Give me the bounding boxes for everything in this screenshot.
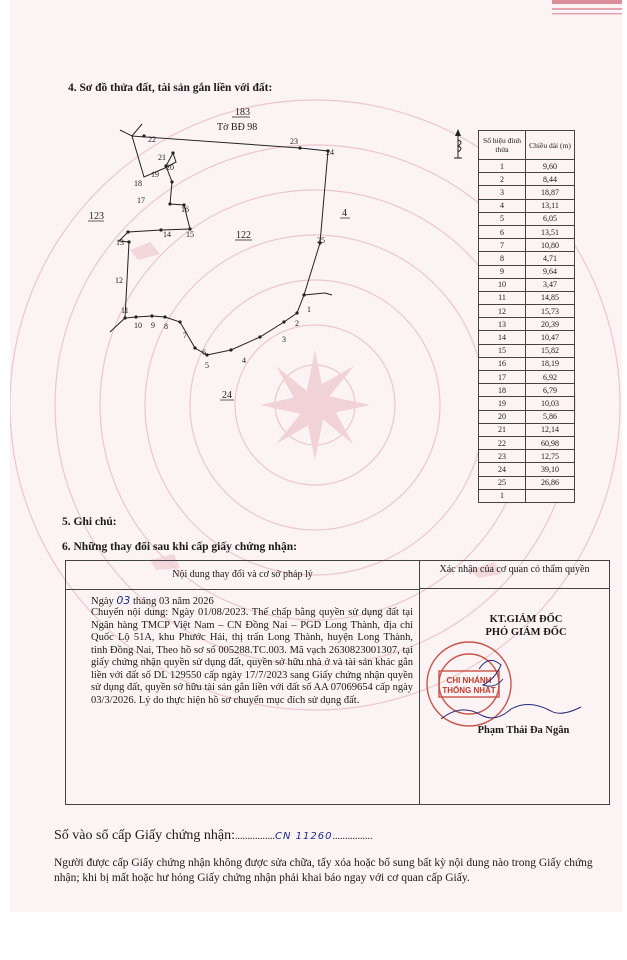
- table-row: [479, 450, 575, 463]
- vertex-number-cell: 12: [479, 305, 526, 318]
- vertex-number-cell: 2: [479, 173, 526, 186]
- vertex-number-cell: 21: [479, 423, 526, 436]
- edge-length-cell: 10,80: [526, 239, 575, 252]
- edge-length-cell: [526, 489, 575, 502]
- vertex-16: 16: [181, 205, 189, 214]
- vertex-number-cell: 20: [479, 410, 526, 423]
- vertex-number-cell: 7: [479, 239, 526, 252]
- table-row: [479, 305, 575, 318]
- vertex-10: 10: [134, 321, 142, 330]
- registration-dots-b: ................: [332, 831, 373, 842]
- vertex-17: 17: [137, 196, 145, 205]
- table-row: [479, 423, 575, 436]
- table-row: [479, 344, 575, 357]
- vertex-number-cell: 8: [479, 252, 526, 265]
- vertex-1: 1: [307, 305, 311, 314]
- table-row: [479, 357, 575, 370]
- vertex-14: 14: [163, 230, 171, 239]
- vertex-5: 5: [205, 361, 209, 370]
- neighbor-4: 4: [342, 208, 347, 219]
- vertex-number-cell: 23: [479, 450, 526, 463]
- table-row: [479, 331, 575, 344]
- edge-length-cell: 13,51: [526, 225, 575, 238]
- edge-length-cell: 6,79: [526, 384, 575, 397]
- vertex-number-cell: 1: [479, 489, 526, 502]
- edge-length-cell: 3,47: [526, 278, 575, 291]
- stamp-line-1: CHI NHÁNH: [446, 676, 492, 685]
- vertex-11: 11: [121, 306, 129, 315]
- table-row: [479, 463, 575, 476]
- changes-table: [65, 560, 610, 805]
- vertex-number-cell: 18: [479, 384, 526, 397]
- table-row: [479, 252, 575, 265]
- vertex-23: 23: [290, 137, 298, 146]
- table-row: [479, 397, 575, 410]
- vertex-number-cell: 5: [479, 212, 526, 225]
- changes-content-header: Nội dung thay đổi và cơ sở pháp lý: [66, 561, 420, 590]
- vertex-number-cell: 15: [479, 344, 526, 357]
- section-4-title: 4. Sơ đồ thửa đất, tài sản gắn liền với đất:: [68, 82, 273, 94]
- edge-length-cell: 4,71: [526, 252, 575, 265]
- table-row: [479, 476, 575, 489]
- table-row: [479, 436, 575, 449]
- vertex-number-cell: 25: [479, 476, 526, 489]
- neighbor-122: 122: [236, 230, 251, 241]
- edge-length-cell: 15,73: [526, 305, 575, 318]
- vertex-number-cell: 4: [479, 199, 526, 212]
- vertex-3: 3: [282, 335, 286, 344]
- vertex-number-cell: 17: [479, 371, 526, 384]
- registration-dots-a: ................: [235, 831, 275, 842]
- edge-length-cell: 6,05: [526, 212, 575, 225]
- vertex-2: 2: [295, 319, 299, 328]
- edge-length-cell: 5,86: [526, 410, 575, 423]
- vertex-number-cell: 13: [479, 318, 526, 331]
- vertex-13: 13: [116, 238, 124, 247]
- certificate-page: [10, 0, 622, 912]
- edge-length-cell: 13,11: [526, 199, 575, 212]
- registration-label: Số vào sổ cấp Giấy chứng nhận:: [54, 828, 235, 843]
- vertex-6: 6: [202, 348, 206, 357]
- sheet-number: 183: [235, 107, 250, 118]
- vertex-21: 21: [158, 153, 166, 162]
- table-row: [479, 384, 575, 397]
- date-prefix: Ngày: [91, 596, 114, 607]
- vertex-15: 15: [186, 230, 194, 239]
- edge-length-cell: 8,44: [526, 173, 575, 186]
- certificate-note: Người được cấp Giấy chứng nhận không được sửa chữa, tẩy xóa hoặc bổ sung bất kỳ nội dung nào trong Giấy chứng nhận; khi bị mất hoặc hư hỏng Giấy chứng nhận phải khai báo ngay với cơ quan cấp Giấy.: [54, 857, 593, 884]
- corner-decoration: [552, 0, 622, 20]
- vertex-number-cell: 10: [479, 278, 526, 291]
- edge-length-cell: 18,87: [526, 186, 575, 199]
- registration-line: [54, 828, 372, 844]
- table-row: [479, 160, 575, 173]
- table-row: [479, 410, 575, 423]
- edge-length-cell: 10,47: [526, 331, 575, 344]
- vertex-number-cell: 9: [479, 265, 526, 278]
- land-plot-diagram: [70, 100, 370, 410]
- north-arrow-icon: [450, 128, 466, 160]
- edge-length-cell: 18,19: [526, 357, 575, 370]
- change-date: [91, 594, 214, 607]
- neighbor-24: 24: [222, 390, 232, 401]
- table-row: [479, 212, 575, 225]
- table-row: [479, 199, 575, 212]
- vertex-12: 12: [115, 276, 123, 285]
- vertex-number-cell: 11: [479, 291, 526, 304]
- header-vertex-no: Số hiệu đỉnh thửa: [479, 131, 526, 160]
- neighbor-123: 123: [89, 211, 104, 222]
- stamp-line-2: THỐNG NHẤT: [442, 686, 496, 695]
- table-row: [479, 489, 575, 502]
- edge-length-cell: 26,86: [526, 476, 575, 489]
- changes-confirm-header: Xác nhận của cơ quan có thẩm quyền: [420, 561, 609, 589]
- signatory-title-line2: PHÓ GIÁM ĐỐC: [485, 627, 567, 638]
- vertex-number-cell: 14: [479, 331, 526, 344]
- date-day: 03: [116, 594, 131, 607]
- signature-image: [436, 701, 586, 725]
- table-row: [479, 371, 575, 384]
- header-length: Chiều dài (m): [526, 131, 575, 160]
- vertex-4: 4: [242, 356, 246, 365]
- section-6-title: 6. Những thay đổi sau khi cấp giấy chứng nhận:: [62, 541, 297, 553]
- signatory-title: [446, 613, 606, 639]
- vertex-8: 8: [164, 322, 168, 331]
- vertex-number-cell: 16: [479, 357, 526, 370]
- table-row: [479, 239, 575, 252]
- vertex-20: 20: [166, 163, 174, 172]
- edge-length-cell: 9,64: [526, 265, 575, 278]
- date-rest: tháng 03 năm 2026: [133, 596, 214, 607]
- table-row: [479, 318, 575, 331]
- table-row: [479, 173, 575, 186]
- table-row: [479, 186, 575, 199]
- vertex-24: 24: [326, 148, 334, 157]
- edge-length-cell: 9,60: [526, 160, 575, 173]
- vertex-number-cell: 3: [479, 186, 526, 199]
- vertex-number-cell: 24: [479, 463, 526, 476]
- table-row: [479, 225, 575, 238]
- vertex-22: 22: [148, 135, 156, 144]
- edge-length-cell: 10,03: [526, 397, 575, 410]
- vertex-number-cell: 22: [479, 436, 526, 449]
- edge-length-table: [478, 130, 575, 503]
- edge-length-cell: 60,98: [526, 436, 575, 449]
- vertex-number-cell: 6: [479, 225, 526, 238]
- edge-length-cell: 39,10: [526, 463, 575, 476]
- sheet-label: Tờ BĐ 98: [217, 122, 258, 133]
- edge-length-cell: 15,82: [526, 344, 575, 357]
- section-5-title: 5. Ghi chú:: [62, 516, 117, 528]
- edge-length-cell: 12,75: [526, 450, 575, 463]
- edge-length-cell: 6,92: [526, 371, 575, 384]
- table-row: [479, 291, 575, 304]
- vertex-number-cell: 1: [479, 160, 526, 173]
- change-description: Chuyển nội dung: Ngày 01/08/2023. Thế chấp bằng quyền sử dụng đất tại Ngân hàng TMCP Việt Nam – CN Đồng Nai – PGD Long Thành, địa chỉ Quốc Lộ 51A, khu Phước Hải, thị trấn Long Thành, huyện Long Thành, tỉnh Đồng Nai, Theo hồ sơ số 005288.TC.003. Mã vạch 2630823001307, tại giấy chứng nhận quyền sử dụng đất, quyền sở hữu nhà ở và tài sản khác gắn liền với đất số DL 129550 cấp ngày 17/7/2023 sang Giấy chứng nhận quyền sử dụng đất, quyền sở hữu tài sản gắn liền với đất số AA 07069654 cấp ngày 03/3/2026. Lý do thực hiện hồ sơ chuyển mục đích sử dụng đất.: [91, 607, 413, 706]
- vertex-7: 7: [183, 331, 187, 340]
- vertex-9: 9: [151, 321, 155, 330]
- table-row: [479, 265, 575, 278]
- vertex-18: 18: [134, 179, 142, 188]
- table-row: [479, 278, 575, 291]
- edge-length-cell: 14,85: [526, 291, 575, 304]
- vertex-19: 19: [151, 170, 159, 179]
- signatory-title-line1: KT.GIÁM ĐỐC: [489, 614, 563, 625]
- vertex-25: 25: [317, 236, 325, 245]
- edge-length-cell: 20,39: [526, 318, 575, 331]
- vertex-number-cell: 19: [479, 397, 526, 410]
- edge-length-cell: 12,14: [526, 423, 575, 436]
- signatory-name: Phạm Thái Đa Ngân: [477, 725, 570, 736]
- registration-number: CN 11260: [275, 831, 333, 842]
